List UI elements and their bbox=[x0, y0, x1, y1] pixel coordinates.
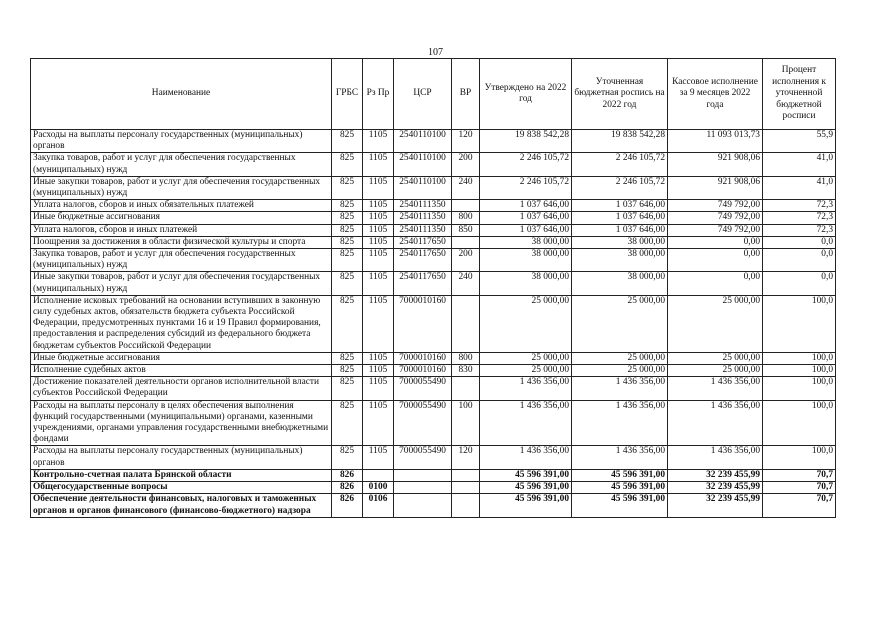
cell-approved: 25 000,00 bbox=[480, 352, 572, 364]
cell-percent: 72,3 bbox=[763, 212, 836, 224]
cell-approved: 1 037 646,00 bbox=[480, 200, 572, 212]
header-percent: Процент исполнения к уточненной бюджетной росписи bbox=[763, 59, 836, 130]
cell-percent: 70,7 bbox=[763, 469, 836, 481]
cell-grbs: 825 bbox=[332, 272, 363, 295]
header-approved: Утверждено на 2022 год bbox=[480, 59, 572, 130]
cell-rzpr: 1105 bbox=[363, 295, 394, 352]
cell-cash: 0,00 bbox=[668, 272, 763, 295]
cell-csr: 2540111350 bbox=[394, 200, 452, 212]
cell-name: Иные бюджетные ассигнования bbox=[31, 212, 332, 224]
cell-refined: 45 596 391,00 bbox=[572, 482, 668, 494]
cell-percent: 55,9 bbox=[763, 130, 836, 153]
table-row bbox=[31, 377, 836, 400]
table-row bbox=[31, 469, 836, 481]
cell-percent: 70,7 bbox=[763, 482, 836, 494]
cell-rzpr: 1105 bbox=[363, 153, 394, 176]
cell-rzpr: 1105 bbox=[363, 446, 394, 469]
cell-csr: 2540110100 bbox=[394, 130, 452, 153]
table-row bbox=[31, 153, 836, 176]
cell-approved: 25 000,00 bbox=[480, 295, 572, 352]
cell-name: Контрольно-счетная палата Брянской области bbox=[31, 469, 332, 481]
header-name: Наименование bbox=[31, 59, 332, 130]
cell-vr bbox=[452, 236, 480, 248]
table-row bbox=[31, 482, 836, 494]
cell-csr bbox=[394, 482, 452, 494]
cell-vr: 800 bbox=[452, 212, 480, 224]
cell-cash: 749 792,00 bbox=[668, 224, 763, 236]
cell-vr bbox=[452, 469, 480, 481]
cell-refined: 1 037 646,00 bbox=[572, 224, 668, 236]
cell-cash: 11 093 013,73 bbox=[668, 130, 763, 153]
cell-vr: 200 bbox=[452, 153, 480, 176]
cell-csr: 7000055490 bbox=[394, 377, 452, 400]
cell-rzpr bbox=[363, 469, 394, 481]
cell-cash: 1 436 356,00 bbox=[668, 377, 763, 400]
cell-grbs: 826 bbox=[332, 494, 363, 517]
cell-cash: 749 792,00 bbox=[668, 212, 763, 224]
cell-rzpr: 1105 bbox=[363, 352, 394, 364]
cell-approved: 2 246 105,72 bbox=[480, 176, 572, 199]
cell-refined: 45 596 391,00 bbox=[572, 469, 668, 481]
cell-approved: 25 000,00 bbox=[480, 365, 572, 377]
cell-vr bbox=[452, 295, 480, 352]
cell-cash: 32 239 455,99 bbox=[668, 482, 763, 494]
table-row bbox=[31, 249, 836, 272]
header-refined: Уточненная бюджетная роспись на 2022 год bbox=[572, 59, 668, 130]
cell-vr: 120 bbox=[452, 130, 480, 153]
cell-refined: 1 436 356,00 bbox=[572, 446, 668, 469]
table-row bbox=[31, 365, 836, 377]
cell-percent: 72,3 bbox=[763, 224, 836, 236]
cell-csr: 2540111350 bbox=[394, 224, 452, 236]
cell-grbs: 826 bbox=[332, 469, 363, 481]
cell-percent: 100,0 bbox=[763, 295, 836, 352]
table-row bbox=[31, 352, 836, 364]
cell-cash: 32 239 455,99 bbox=[668, 469, 763, 481]
cell-approved: 38 000,00 bbox=[480, 249, 572, 272]
table-row bbox=[31, 400, 836, 446]
table-row bbox=[31, 176, 836, 199]
cell-refined: 2 246 105,72 bbox=[572, 176, 668, 199]
cell-approved: 38 000,00 bbox=[480, 236, 572, 248]
cell-rzpr: 0106 bbox=[363, 494, 394, 517]
cell-vr: 200 bbox=[452, 249, 480, 272]
cell-approved: 45 596 391,00 bbox=[480, 469, 572, 481]
cell-percent: 100,0 bbox=[763, 400, 836, 446]
cell-approved: 45 596 391,00 bbox=[480, 494, 572, 517]
cell-refined: 45 596 391,00 bbox=[572, 494, 668, 517]
cell-grbs: 825 bbox=[332, 176, 363, 199]
cell-name: Расходы на выплаты персоналу государственных (муниципальных) органов bbox=[31, 446, 332, 469]
cell-rzpr: 1105 bbox=[363, 212, 394, 224]
cell-approved: 2 246 105,72 bbox=[480, 153, 572, 176]
cell-percent: 100,0 bbox=[763, 365, 836, 377]
cell-rzpr: 1105 bbox=[363, 224, 394, 236]
cell-refined: 25 000,00 bbox=[572, 295, 668, 352]
table-row bbox=[31, 200, 836, 212]
header-grbs: ГРБС bbox=[332, 59, 363, 130]
cell-cash: 1 436 356,00 bbox=[668, 446, 763, 469]
cell-vr: 240 bbox=[452, 272, 480, 295]
cell-name: Иные закупки товаров, работ и услуг для обеспечения государственных (муниципальных) нужд bbox=[31, 272, 332, 295]
cell-cash: 32 239 455,99 bbox=[668, 494, 763, 517]
cell-cash: 921 908,06 bbox=[668, 153, 763, 176]
cell-cash: 25 000,00 bbox=[668, 365, 763, 377]
cell-vr: 100 bbox=[452, 400, 480, 446]
table-row bbox=[31, 446, 836, 469]
budget-table bbox=[30, 58, 836, 518]
cell-csr bbox=[394, 494, 452, 517]
cell-grbs: 825 bbox=[332, 295, 363, 352]
cell-grbs: 825 bbox=[332, 153, 363, 176]
cell-vr: 830 bbox=[452, 365, 480, 377]
cell-grbs: 825 bbox=[332, 352, 363, 364]
cell-approved: 1 037 646,00 bbox=[480, 224, 572, 236]
cell-approved: 19 838 542,28 bbox=[480, 130, 572, 153]
cell-rzpr: 1105 bbox=[363, 236, 394, 248]
cell-grbs: 826 bbox=[332, 482, 363, 494]
cell-vr: 240 bbox=[452, 176, 480, 199]
cell-percent: 100,0 bbox=[763, 377, 836, 400]
cell-vr: 800 bbox=[452, 352, 480, 364]
page-number: 107 bbox=[428, 47, 443, 58]
cell-csr: 7000010160 bbox=[394, 352, 452, 364]
cell-approved: 1 436 356,00 bbox=[480, 377, 572, 400]
cell-cash: 0,00 bbox=[668, 249, 763, 272]
cell-percent: 100,0 bbox=[763, 352, 836, 364]
cell-rzpr: 1105 bbox=[363, 272, 394, 295]
cell-name: Общегосударственные вопросы bbox=[31, 482, 332, 494]
cell-percent: 41,0 bbox=[763, 153, 836, 176]
cell-grbs: 825 bbox=[332, 224, 363, 236]
cell-refined: 25 000,00 bbox=[572, 365, 668, 377]
cell-vr bbox=[452, 200, 480, 212]
cell-percent: 41,0 bbox=[763, 176, 836, 199]
cell-grbs: 825 bbox=[332, 200, 363, 212]
header-csr: ЦСР bbox=[394, 59, 452, 130]
cell-grbs: 825 bbox=[332, 130, 363, 153]
cell-percent: 0,0 bbox=[763, 249, 836, 272]
cell-refined: 1 436 356,00 bbox=[572, 377, 668, 400]
cell-refined: 1 037 646,00 bbox=[572, 212, 668, 224]
cell-rzpr: 1105 bbox=[363, 176, 394, 199]
cell-grbs: 825 bbox=[332, 249, 363, 272]
cell-grbs: 825 bbox=[332, 212, 363, 224]
cell-name: Исполнение исковых требований на основании вступивших в законную силу судебных актов, обязательств бюджета субъекта Российской Федерации, предусмотренных пунктами 16 и 19 Правил формирования, предоставления и распределения субсидий из федерального бюджета бюджетам субъектов Российской Федерации bbox=[31, 295, 332, 352]
header-cash: Кассовое исполнение за 9 месяцев 2022 года bbox=[668, 59, 763, 130]
cell-csr: 2540110100 bbox=[394, 153, 452, 176]
cell-name: Закупка товаров, работ и услуг для обеспечения государственных (муниципальных) нужд bbox=[31, 153, 332, 176]
cell-csr: 2540111350 bbox=[394, 212, 452, 224]
cell-cash: 1 436 356,00 bbox=[668, 400, 763, 446]
cell-vr: 120 bbox=[452, 446, 480, 469]
cell-rzpr: 0100 bbox=[363, 482, 394, 494]
cell-approved: 1 436 356,00 bbox=[480, 446, 572, 469]
cell-grbs: 825 bbox=[332, 236, 363, 248]
cell-cash: 25 000,00 bbox=[668, 352, 763, 364]
cell-name: Иные бюджетные ассигнования bbox=[31, 352, 332, 364]
table-row bbox=[31, 494, 836, 517]
cell-csr: 7000010160 bbox=[394, 295, 452, 352]
cell-csr: 7000055490 bbox=[394, 446, 452, 469]
cell-percent: 0,0 bbox=[763, 236, 836, 248]
cell-csr: 7000055490 bbox=[394, 400, 452, 446]
cell-grbs: 825 bbox=[332, 365, 363, 377]
cell-vr bbox=[452, 482, 480, 494]
table-row bbox=[31, 130, 836, 153]
cell-cash: 749 792,00 bbox=[668, 200, 763, 212]
cell-rzpr: 1105 bbox=[363, 130, 394, 153]
cell-csr: 2540117650 bbox=[394, 249, 452, 272]
cell-refined: 38 000,00 bbox=[572, 249, 668, 272]
cell-rzpr: 1105 bbox=[363, 365, 394, 377]
cell-name: Расходы на выплаты персоналу государственных (муниципальных) органов bbox=[31, 130, 332, 153]
cell-cash: 0,00 bbox=[668, 236, 763, 248]
table-row bbox=[31, 224, 836, 236]
cell-vr bbox=[452, 377, 480, 400]
cell-percent: 100,0 bbox=[763, 446, 836, 469]
cell-name: Уплата налогов, сборов и иных обязательных платежей bbox=[31, 200, 332, 212]
cell-approved: 38 000,00 bbox=[480, 272, 572, 295]
cell-csr: 2540110100 bbox=[394, 176, 452, 199]
cell-cash: 25 000,00 bbox=[668, 295, 763, 352]
cell-vr: 850 bbox=[452, 224, 480, 236]
cell-rzpr: 1105 bbox=[363, 377, 394, 400]
cell-refined: 25 000,00 bbox=[572, 352, 668, 364]
table-row bbox=[31, 272, 836, 295]
cell-name: Закупка товаров, работ и услуг для обеспечения государственных (муниципальных) нужд bbox=[31, 249, 332, 272]
cell-rzpr: 1105 bbox=[363, 200, 394, 212]
cell-name: Уплата налогов, сборов и иных платежей bbox=[31, 224, 332, 236]
table-row bbox=[31, 236, 836, 248]
cell-approved: 1 436 356,00 bbox=[480, 400, 572, 446]
cell-approved: 45 596 391,00 bbox=[480, 482, 572, 494]
cell-grbs: 825 bbox=[332, 446, 363, 469]
header-rzpr: Рз Пр bbox=[363, 59, 394, 130]
cell-cash: 921 908,06 bbox=[668, 176, 763, 199]
cell-refined: 1 037 646,00 bbox=[572, 200, 668, 212]
cell-csr bbox=[394, 469, 452, 481]
cell-refined: 38 000,00 bbox=[572, 236, 668, 248]
cell-percent: 70,7 bbox=[763, 494, 836, 517]
cell-name: Обеспечение деятельности финансовых, налоговых и таможенных органов и органов финансового (финансово-бюджетного) надзора bbox=[31, 494, 332, 517]
table-row bbox=[31, 212, 836, 224]
cell-rzpr: 1105 bbox=[363, 249, 394, 272]
table-row bbox=[31, 295, 836, 352]
cell-name: Поощрения за достижения в области физической культуры и спорта bbox=[31, 236, 332, 248]
cell-refined: 2 246 105,72 bbox=[572, 153, 668, 176]
cell-csr: 2540117650 bbox=[394, 272, 452, 295]
cell-name: Исполнение судебных актов bbox=[31, 365, 332, 377]
cell-vr bbox=[452, 494, 480, 517]
cell-percent: 72,3 bbox=[763, 200, 836, 212]
cell-csr: 2540117650 bbox=[394, 236, 452, 248]
cell-name: Иные закупки товаров, работ и услуг для обеспечения государственных (муниципальных) нужд bbox=[31, 176, 332, 199]
cell-refined: 38 000,00 bbox=[572, 272, 668, 295]
cell-name: Расходы на выплаты персоналу в целях обеспечения выполнения функций государственными (муниципальными) органами, казенными учреждениями, органами управления государственными внебюджетными фондами bbox=[31, 400, 332, 446]
cell-csr: 7000010160 bbox=[394, 365, 452, 377]
cell-grbs: 825 bbox=[332, 377, 363, 400]
header-vr: ВР bbox=[452, 59, 480, 130]
cell-name: Достижение показателей деятельности органов исполнительной власти субъектов Российской Федерации bbox=[31, 377, 332, 400]
cell-percent: 0,0 bbox=[763, 272, 836, 295]
cell-approved: 1 037 646,00 bbox=[480, 212, 572, 224]
table-header-row bbox=[31, 59, 836, 130]
cell-refined: 19 838 542,28 bbox=[572, 130, 668, 153]
cell-grbs: 825 bbox=[332, 400, 363, 446]
cell-refined: 1 436 356,00 bbox=[572, 400, 668, 446]
cell-rzpr: 1105 bbox=[363, 400, 394, 446]
